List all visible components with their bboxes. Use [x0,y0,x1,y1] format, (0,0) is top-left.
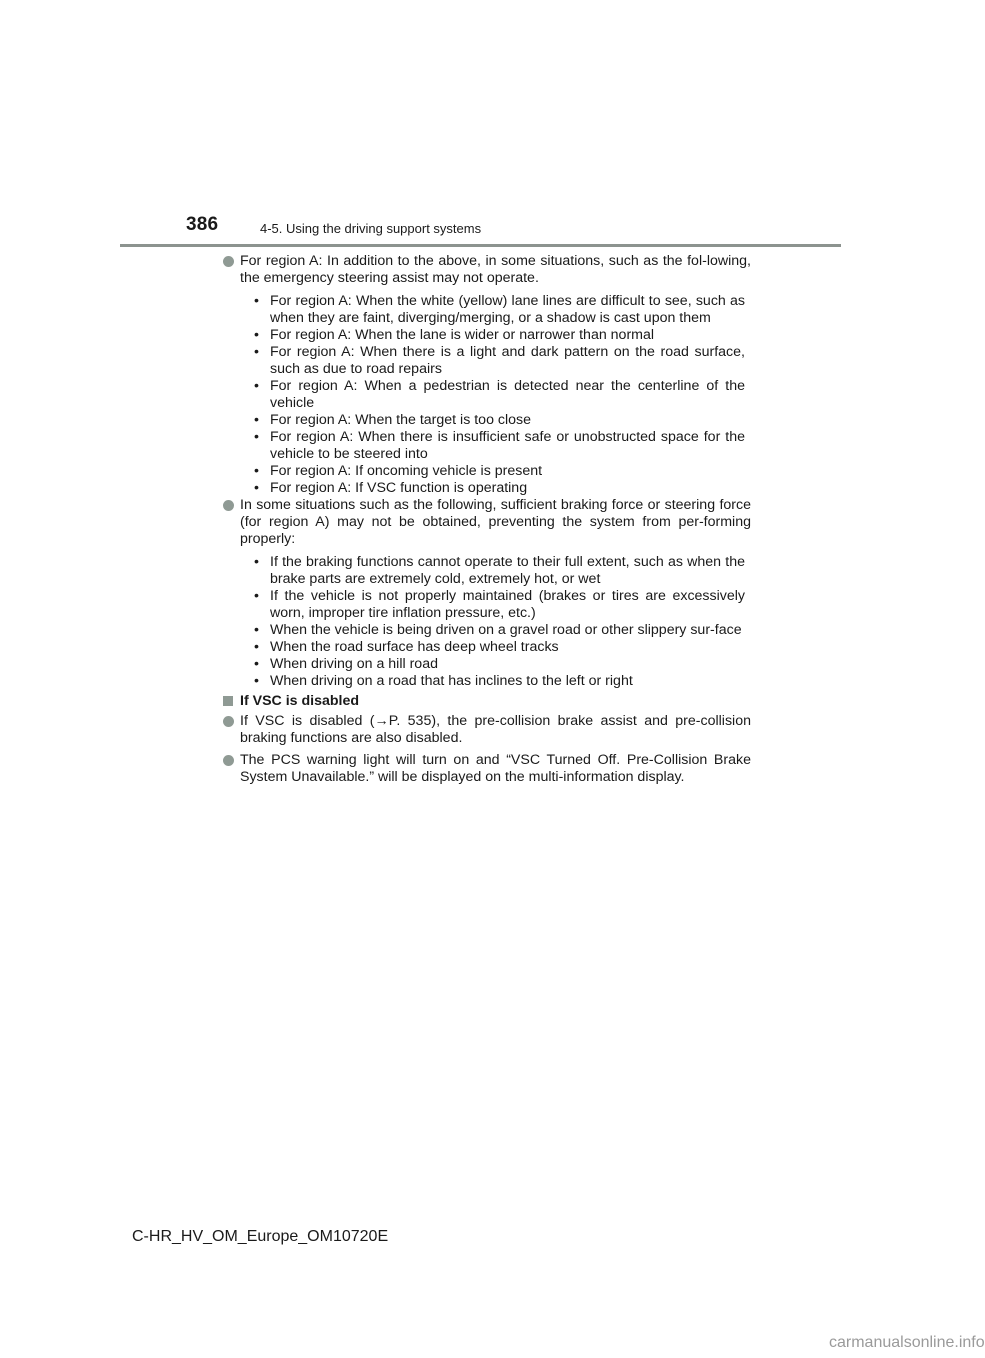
list-item: • For region A: If oncoming vehicle is present [254,463,543,479]
paragraph-text: If VSC is disabled (→P. 535), the pre-collision brake assist and pre-collision braking functions are also disabled. [240,713,751,746]
dot-bullet-icon: • [254,327,259,343]
section-heading-vsc-disabled: If VSC is disabled [222,693,751,710]
list-item: • When the road surface has deep wheel tracks [254,639,559,655]
bullet-paragraph-pcs-warning-light [222,752,751,786]
document-code: C-HR_HV_OM_Europe_OM10720E [132,1228,389,1245]
circle-bullet-icon [223,500,234,511]
dot-bullet-icon: • [254,344,259,360]
dot-bullet-icon: • [254,293,259,309]
list-item: • For region A: When the lane is wider or narrower than normal [254,327,655,343]
watermark[interactable]: carmanualsonline.info [829,1334,985,1351]
list-item: • When the vehicle is being driven on a gravel road or other slippery sur-face [254,622,742,638]
list-item: • If the vehicle is not properly maintained (brakes or tires are excessively worn, improper tire inflation pressure, etc.) [254,588,745,621]
page-content [222,253,751,786]
dot-bullet-icon: • [254,429,259,445]
square-bullet-icon [223,696,233,706]
list-item: • For region A: When the white (yellow) lane lines are difficult to see, such as when they are faint, diverging/merging, or a shadow is cast upon them [254,293,745,326]
section-title: 4-5. Using the driving support systems [260,221,482,236]
circle-bullet-icon [223,256,234,267]
dot-bullet-icon: • [254,554,259,570]
circle-bullet-icon [223,755,234,766]
bullet-paragraph-emergency-steering [222,253,751,497]
list-item: • When driving on a hill road [254,656,438,672]
list-item: • For region A: If VSC function is operating [254,480,528,496]
header-rule [120,244,841,247]
list-item: • For region A: When there is insufficient safe or unobstructed space for the vehicle to be steered into [254,429,745,462]
dot-bullet-icon: • [254,412,259,428]
list-item: • For region A: When the target is too close [254,412,532,428]
dot-bullet-icon: • [254,463,259,479]
dot-bullet-icon: • [254,480,259,496]
paragraph-text: In some situations such as the following, sufficient braking force or steering force (for region A) may not be obtained, preventing the system from per-forming properly: [240,497,751,547]
list-item: • When driving on a road that has inclines to the left or right [254,673,633,689]
page-number: 386 [186,214,219,235]
dot-bullet-icon: • [254,639,259,655]
circle-bullet-icon [223,716,234,727]
dot-bullet-icon: • [254,378,259,394]
list-item: • For region A: When there is a light and dark pattern on the road surface, such as due to road repairs [254,344,745,377]
dot-bullet-icon: • [254,656,259,672]
dot-bullet-icon: • [254,673,259,689]
condition-list [240,554,751,690]
dot-bullet-icon: • [254,622,259,638]
dot-bullet-icon: • [254,588,259,604]
list-item: • For region A: When a pedestrian is detected near the centerline of the vehicle [254,378,745,411]
list-item: • If the braking functions cannot operate to their full extent, such as when the brake parts are extremely cold, extremely hot, or wet [254,554,745,587]
paragraph-text: The PCS warning light will turn on and “VSC Turned Off. Pre-Collision Brake System Unavailable.” will be displayed on the multi-information display. [240,752,751,785]
condition-list [240,293,751,497]
bullet-paragraph-braking-force [222,497,751,690]
bullet-paragraph-vsc-disabled-functions [222,713,751,747]
paragraph-text: For region A: In addition to the above, in some situations, such as the fol-lowing, the emergency steering assist may not operate. [240,253,751,286]
